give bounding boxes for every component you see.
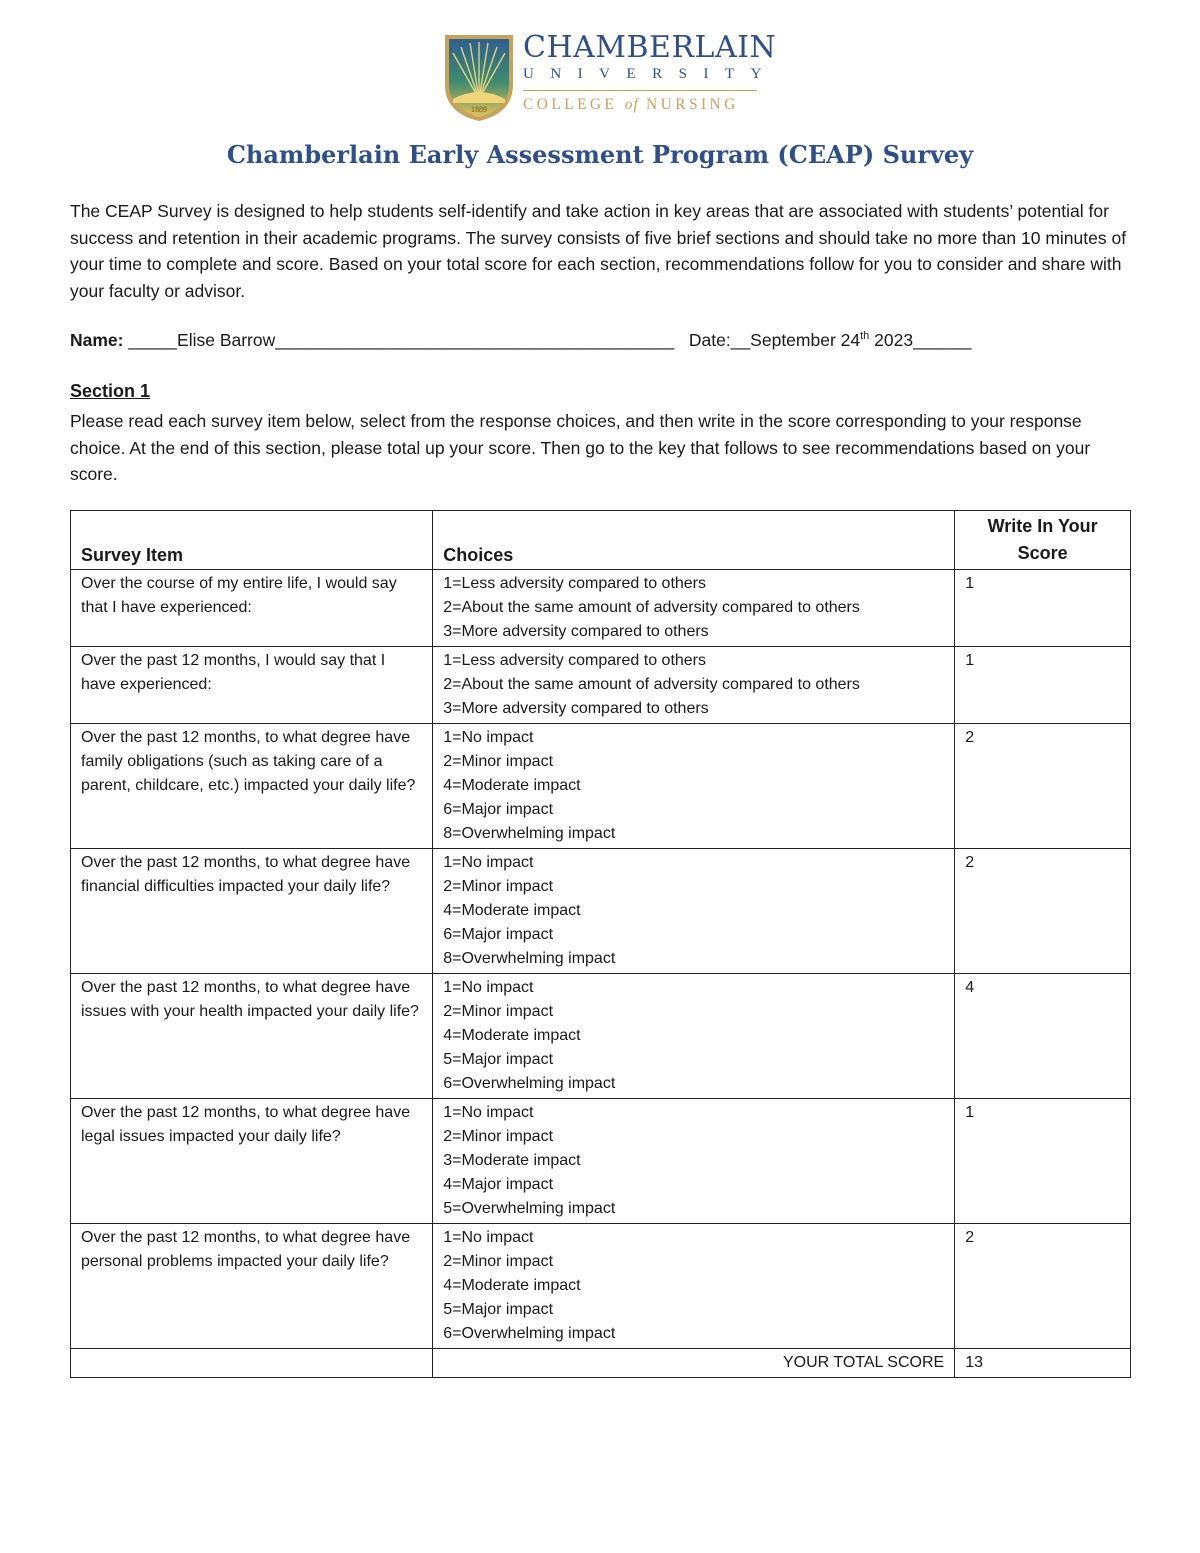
survey-item-cell: Over the past 12 months, to what degree have financial difficulties impacted your daily life? [71, 849, 433, 974]
brand-university: UNIVERSITY [523, 66, 778, 82]
choice-option: 4=Major impact [443, 1176, 554, 1193]
choices-cell [433, 849, 955, 974]
table-row [71, 1099, 1131, 1224]
total-row [71, 1349, 1131, 1378]
choice-option: 4=Moderate impact [443, 902, 581, 919]
table-header-row [71, 511, 1131, 570]
brand-college-of: of [624, 96, 639, 113]
choices-cell [433, 1099, 955, 1224]
section-description: Please read each survey item below, select from the response choices, and then write in the score corresponding to your response choice. At the end of this section, please total up your score. Then go to the key that follows to see recommendations based on your score. [70, 411, 1091, 484]
header-score [955, 511, 1131, 570]
score-field[interactable]: 1 [955, 570, 1131, 647]
page-title: Chamberlain Early Assessment Program (CEAP) Survey [226, 140, 974, 169]
chamberlain-logo [443, 30, 778, 125]
score-field[interactable]: 2 [955, 1224, 1131, 1349]
name-field[interactable]: _____Elise Barrow_________________________________________ [123, 330, 675, 350]
date-field[interactable] [731, 330, 972, 350]
choice-option: 1=No impact [443, 854, 534, 871]
choice-option: 2=Minor impact [443, 878, 554, 895]
score-field[interactable]: 4 [955, 974, 1131, 1099]
choices-cell [433, 570, 955, 647]
table-row [71, 1224, 1131, 1349]
choice-option: 1=Less adversity compared to others [443, 652, 707, 669]
shield-emblem-icon [443, 33, 515, 123]
total-score-field[interactable]: 13 [955, 1349, 1131, 1378]
choice-option: 1=No impact [443, 729, 534, 746]
table-row [71, 647, 1131, 724]
survey-item-cell: Over the past 12 months, to what degree have family obligations (such as taking care of a parent, childcare, etc.) impacted your daily life? [71, 724, 433, 849]
header-score-line1: Write In Your [987, 516, 1098, 536]
table-row [71, 724, 1131, 849]
survey-item-cell: Over the course of my entire life, I would say that I have experienced: [71, 570, 433, 647]
header-survey-item: Survey Item [71, 511, 433, 570]
choices-cell [433, 1224, 955, 1349]
choice-option: 2=Minor impact [443, 1128, 554, 1145]
choice-option: 4=Moderate impact [443, 777, 581, 794]
choice-option: 4=Moderate impact [443, 1027, 581, 1044]
choices-cell [433, 647, 955, 724]
table-row [71, 849, 1131, 974]
score-field[interactable]: 1 [955, 647, 1131, 724]
date-superscript: th [860, 330, 870, 343]
name-date-line [70, 330, 1140, 351]
choices-cell [433, 974, 955, 1099]
total-empty-cell [71, 1349, 433, 1378]
choice-option: 2=Minor impact [443, 753, 554, 770]
choice-option: 5=Major impact [443, 1051, 554, 1068]
choice-option: 2=About the same amount of adversity compared to others [443, 599, 860, 616]
intro-paragraph: The CEAP Survey is designed to help students self-identify and take action in key areas that are associated with students’ potential for success and retention in their academic programs. The survey consists of five brief sections and should take no more than 10 minutes of your time to complete and score. Based on your total score for each section, recommendations follow for you to consider and share with your faculty or advisor. [70, 201, 1127, 301]
survey-item-cell: Over the past 12 months, to what degree have issues with your health impacted your daily life? [71, 974, 433, 1099]
score-field[interactable]: 2 [955, 724, 1131, 849]
choice-option: 3=More adversity compared to others [443, 700, 709, 717]
choice-option: 3=Moderate impact [443, 1152, 581, 1169]
brand-college-suffix: NURSING [646, 96, 739, 113]
table-row [71, 974, 1131, 1099]
date-value: __September 24 [730, 330, 861, 350]
choice-option: 5=Overwhelming impact [443, 1200, 616, 1217]
survey-item-cell: Over the past 12 months, to what degree have legal issues impacted your daily life? [71, 1099, 433, 1224]
choice-option: 1=Less adversity compared to others [443, 575, 707, 592]
choice-option: 2=About the same amount of adversity compared to others [443, 676, 860, 693]
date-tail: 2023______ [869, 330, 972, 350]
choices-cell [433, 724, 955, 849]
choice-option: 6=Major impact [443, 801, 554, 818]
choice-option: 1=No impact [443, 1229, 534, 1246]
section-heading: Section 1 [70, 381, 151, 401]
name-label: Name: [70, 330, 124, 350]
total-label: YOUR TOTAL SCORE [433, 1349, 955, 1378]
brand-name: CHAMBERLAIN [523, 30, 777, 65]
choice-option: 8=Overwhelming impact [443, 825, 616, 842]
choice-option: 1=No impact [443, 979, 534, 996]
header-choices: Choices [433, 511, 955, 570]
brand-college-prefix: COLLEGE [523, 96, 618, 113]
choice-option: 2=Minor impact [443, 1003, 554, 1020]
header-score-line2: Score [1017, 543, 1068, 563]
choice-option: 6=Overwhelming impact [443, 1325, 616, 1342]
choice-option: 5=Major impact [443, 1301, 554, 1318]
choice-option: 1=No impact [443, 1104, 534, 1121]
date-label: Date: [688, 330, 731, 350]
score-field[interactable]: 2 [955, 849, 1131, 974]
survey-body [71, 570, 1131, 1349]
choice-option: 6=Overwhelming impact [443, 1075, 616, 1092]
logo-wordmark [523, 30, 778, 114]
choice-option: 6=Major impact [443, 926, 554, 943]
logo-year: 1889 [471, 105, 487, 114]
choice-option: 4=Moderate impact [443, 1277, 581, 1294]
score-field[interactable]: 1 [955, 1099, 1131, 1224]
choice-option: 2=Minor impact [443, 1253, 554, 1270]
brand-college [523, 90, 757, 114]
survey-table [70, 510, 1131, 1378]
choice-option: 3=More adversity compared to others [443, 623, 709, 640]
choice-option: 8=Overwhelming impact [443, 950, 616, 967]
survey-item-cell: Over the past 12 months, I would say that I have experienced: [71, 647, 433, 724]
table-row [71, 570, 1131, 647]
survey-item-cell: Over the past 12 months, to what degree have personal problems impacted your daily life? [71, 1224, 433, 1349]
